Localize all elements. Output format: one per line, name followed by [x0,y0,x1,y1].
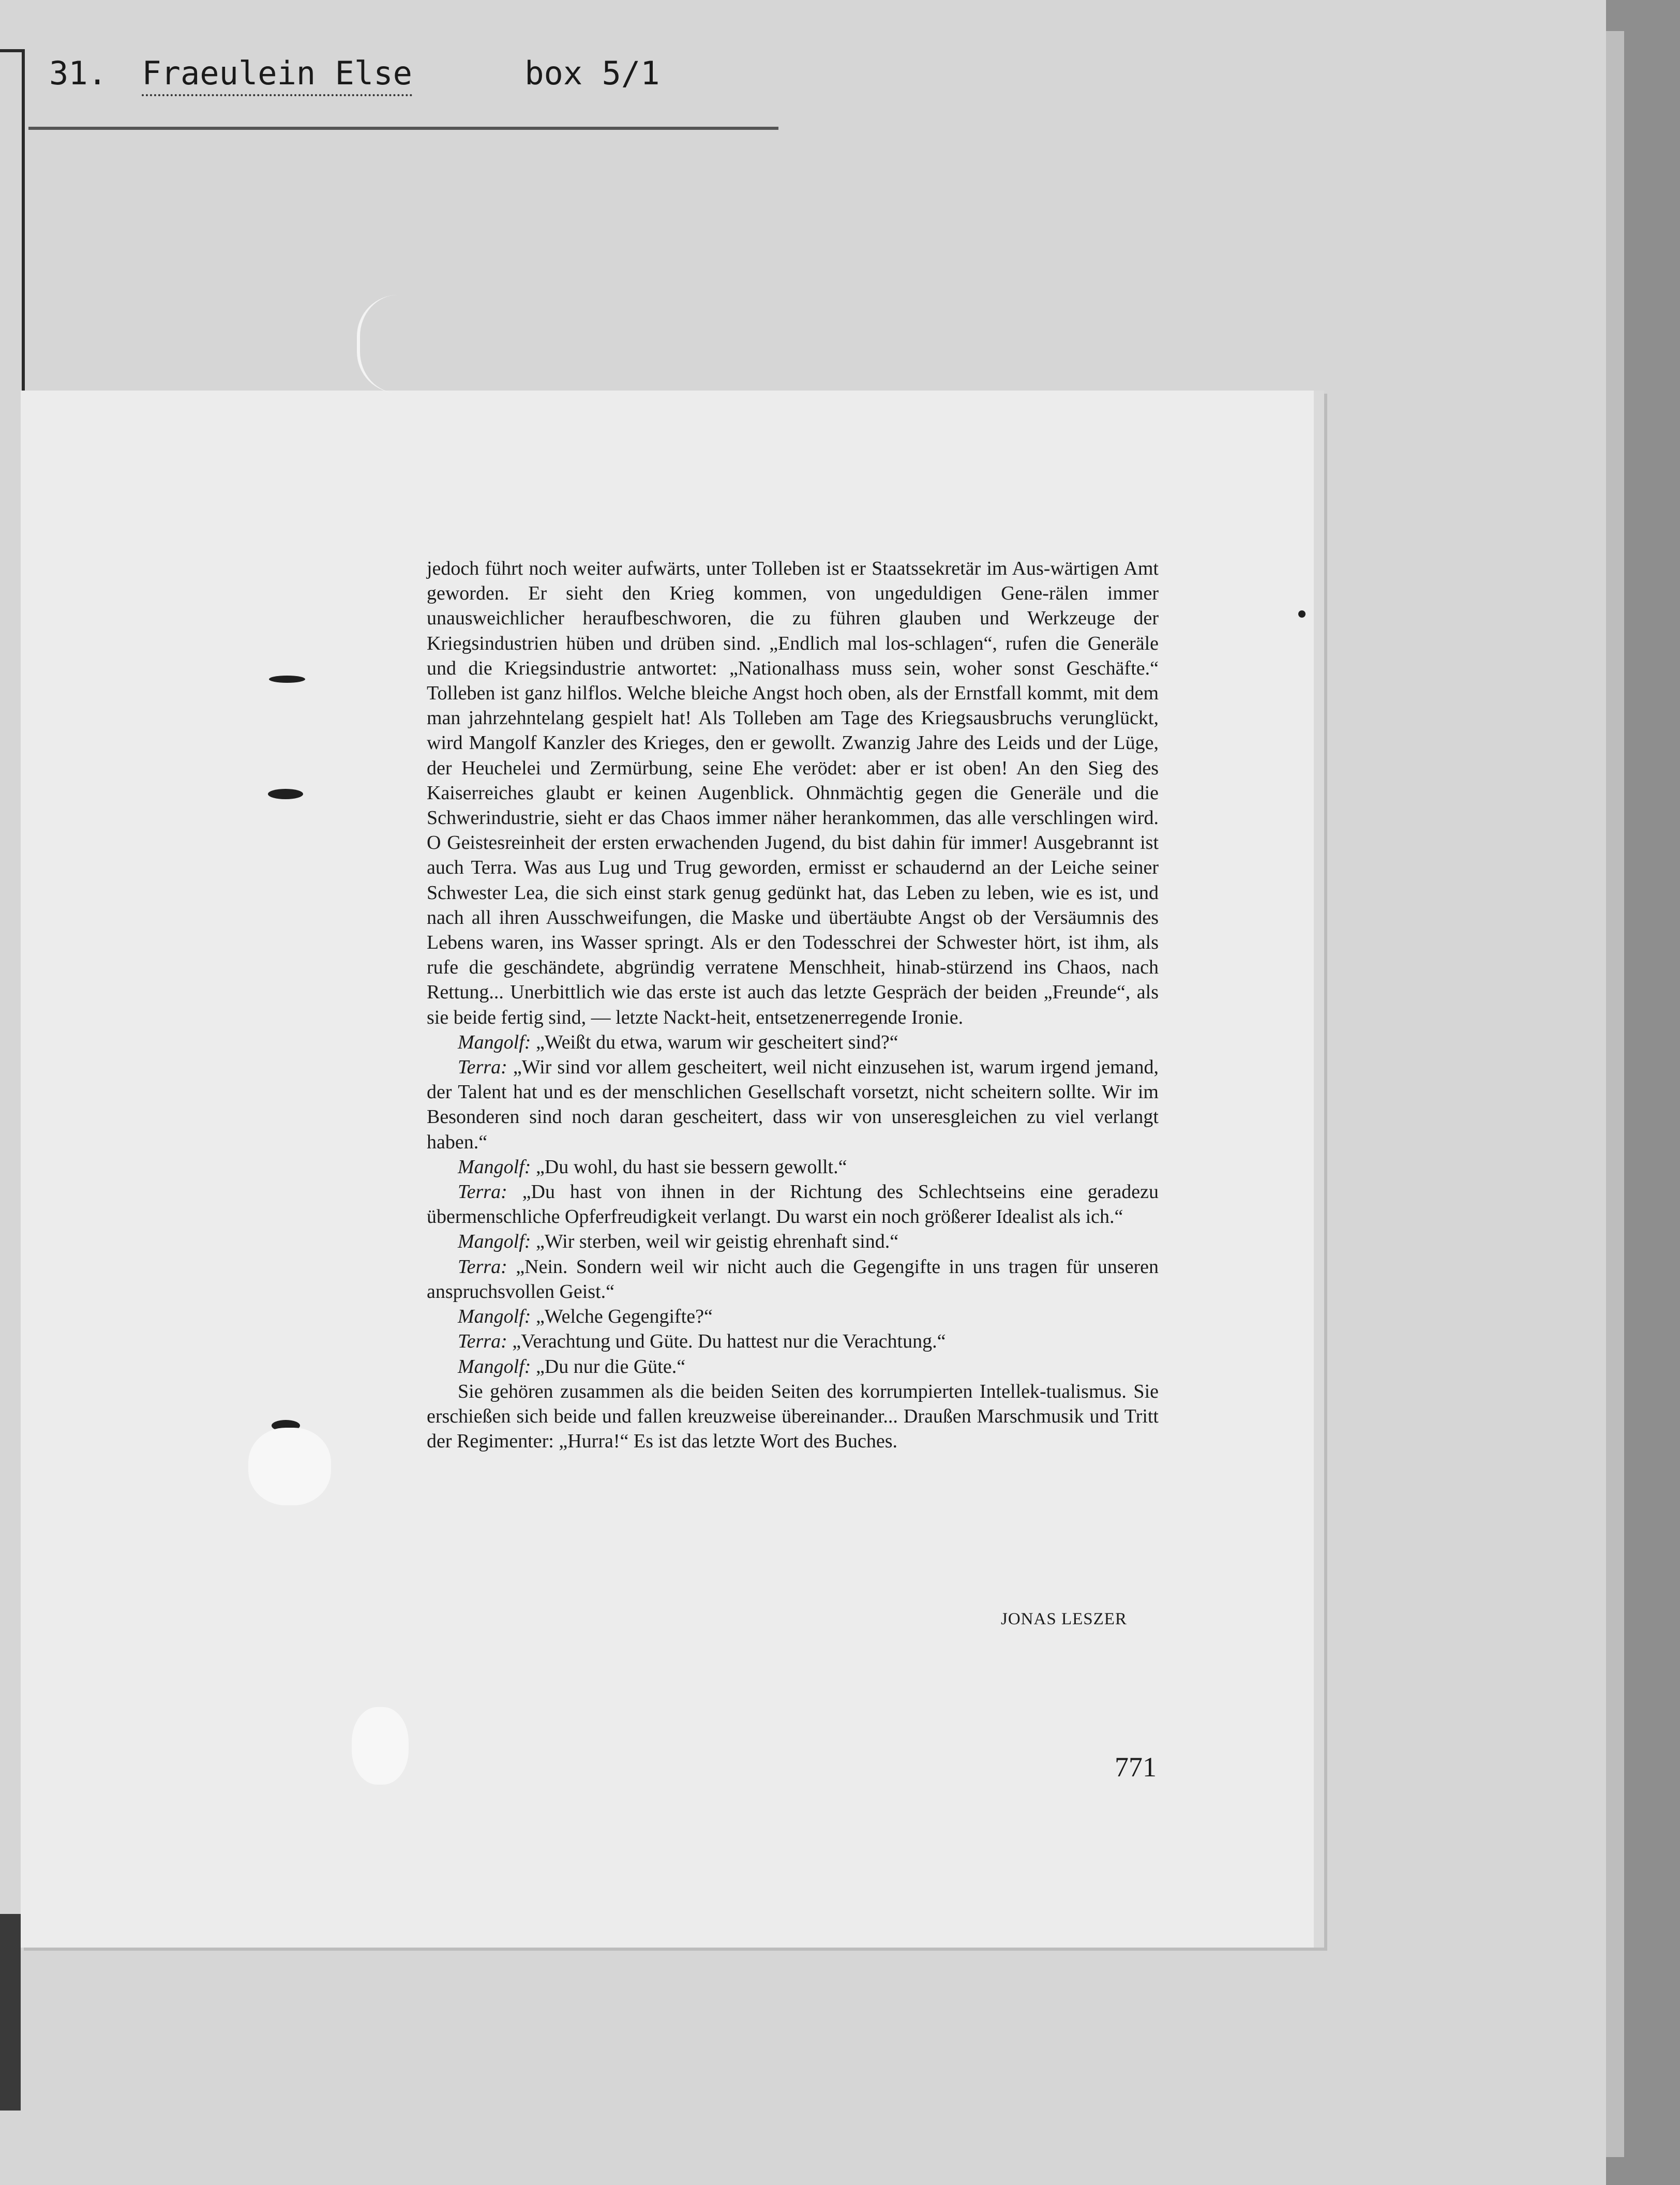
dialogue-text: „Welche Gegengifte?“ [535,1306,713,1328]
label-number: 31. [49,54,107,92]
ink-speck [1298,610,1306,618]
dialogue-text: „Verachtung und Güte. Du hattest nur die Verachtung.“ [512,1330,946,1353]
left-edge-strip [0,1914,21,2111]
article-body [427,556,1159,1454]
dialogue-text: „Weißt du etwa, warum wir gescheitert sind?“ [535,1031,898,1053]
paper-damage [352,1707,409,1785]
label-box: box 5/1 [524,54,660,92]
article-intro-paragraph: jedoch führt noch weiter aufwärts, unter Tolleben ist er Staatssekretär im Aus-wärtigen Amt geworden. Er sieht den Krieg kommen, von ungeduldigen Gene-rälen immer unausweichlicher heraufbeschworen, die zu führen glauben und Werkzeuge der Kriegsindustrien hüben und drüben sind. „Endlich mal los-schlagen“, rufen die Generäle und die Kriegsindustrie antwortet: „Nationalhass muss sein, woher sonst Geschäfte.“ Tolleben ist ganz hilflos. Welche bleiche Angst hoch oben, als der Ernstfall kommt, mit dem man jahrzehntelang gespielt hat! Als Tolleben am Tage des Kriegsausbruchs verunglückt, wird Mangolf Kanzler des Krieges, den er gewollt. Zwanzig Jahre des Leids und der Lüge, der Heuchelei und Zermürbung, seine Ehe verödet: aber er ist oben! An den Sieg des Kaiserreiches glaubt er keinen Augenblick. Ohnmächtig gegen die Generäle und die Schwerindustrie, sieht er das Chaos immer näher herankommen, das alle verschlingen wird. O Geistesreinheit der ersten erwachenden Jugend, du bist dahin für immer! Ausgebrannt ist auch Terra. Was aus Lug und Trug geworden, ermisst er schaudernd an der Leiche seiner Schwester Lea, die sich einst stark genug gedünkt hat, das Leben zu leben, wie es ist, und nach all ihren Ausschweifungen, die Maske und übertäubte Angst ob der Versäumnis des Lebens waren, ins Wasser springt. Als er den Todesschrei der Schwester hört, ist ihm, als rufe die geschändete, abgründig verratene Menschheit, hinab-stürzend ins Chaos, nach Rettung... Unerbittlich wie das erste ist auch das letzte Gespräch der beiden „Freunde“, als sie beide fertig sind, — letzte Nackt-heit, entsetzenerregende Ironie. [427,558,1159,1028]
dialogue-speaker: Mangolf: [458,1231,531,1253]
page-number: 771 [1115,1752,1157,1783]
dialogue-text: „Wir sterben, weil wir geistig ehrenhaft sind.“ [535,1231,899,1253]
dialogue-speaker: Mangolf: [458,1031,531,1053]
dialogue-speaker: Terra: [458,1330,507,1353]
dialogue-speaker: Terra: [458,1056,507,1079]
article-dialogue [427,1030,1159,1379]
dialogue-text: „Nein. Sondern weil wir nicht auch die Gegengifte in uns tragen für unseren anspruchsvollen Geist.“ [427,1255,1159,1303]
dialogue-speaker: Terra: [458,1181,507,1203]
ink-speck [268,789,303,799]
dialogue-line [427,1055,1159,1155]
dialogue-text: „Du wohl, du hast sie bessern gewollt.“ [535,1156,847,1178]
label-rule [28,127,778,130]
ink-speck [269,676,305,683]
dialogue-line [427,1155,1159,1179]
dialogue-line [427,1030,1159,1055]
paper-damage [248,1428,331,1505]
dialogue-speaker: Mangolf: [458,1306,531,1328]
dialogue-text: „Du nur die Güte.“ [535,1355,686,1378]
dialogue-line [427,1229,1159,1254]
dialogue-speaker: Mangolf: [458,1355,531,1378]
archive-label [49,54,773,106]
dialogue-text: „Du hast von ihnen in der Richtung des Schlechtseins eine geradezu übermenschliche Opferfreudigkeit verlangt. Du warst ein noch größerer Idealist als ich.“ [427,1181,1159,1228]
dialogue-line [427,1179,1159,1229]
article-closing-paragraph: Sie gehören zusammen als die beiden Seiten des korrumpierten Intellek-tualismus. Sie erschießen sich beide und fallen kreuzweise übereinander... Draußen Marschmusik und Tritt der Regimenter: „Hurra!“ Es ist das letzte Wort des Buches. [427,1380,1159,1453]
dialogue-line [427,1354,1159,1379]
folder-edge [1606,31,1624,2157]
dialogue-line [427,1304,1159,1329]
dialogue-line [427,1329,1159,1354]
article-author: JONAS LESZER [1001,1610,1127,1628]
dialogue-line [427,1254,1159,1304]
dialogue-text: „Wir sind vor allem gescheitert, weil nicht einzusehen ist, warum irgend jemand, der Talent hat und es der menschlichen Gesellschaft vorsetzt, nicht scheitern sollte. Wir im Besonderen sind noch daran gescheitert, dass wir von unseresgleichen zu viel verlangt haben.“ [427,1056,1159,1153]
dialogue-speaker: Mangolf: [458,1156,531,1178]
dialogue-speaker: Terra: [458,1255,507,1278]
label-title: Fraeulein Else [142,54,412,96]
clipping-border [1314,391,1324,1948]
